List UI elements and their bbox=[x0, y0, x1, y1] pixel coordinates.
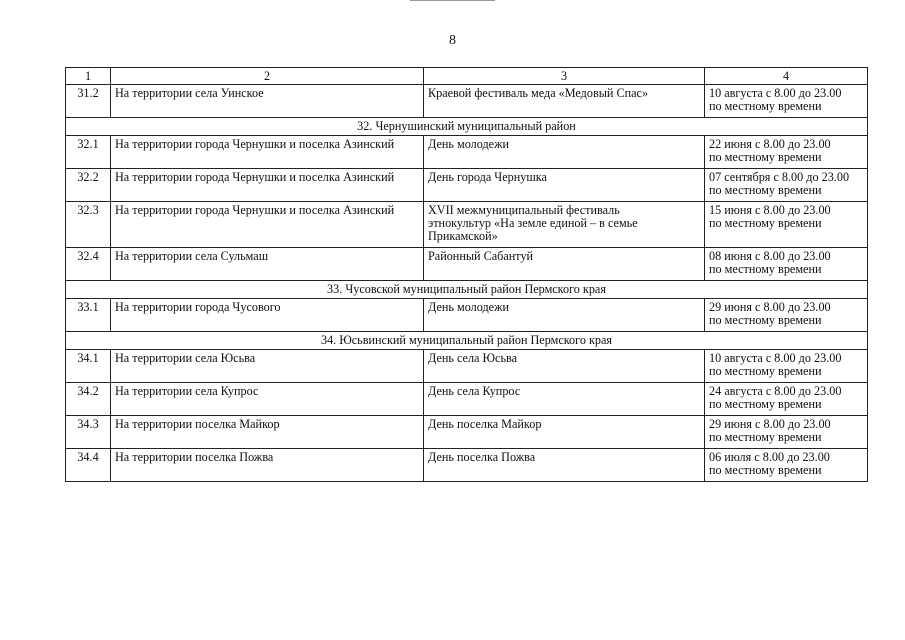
event-line: День поселка Майкор bbox=[428, 417, 542, 431]
event-cell bbox=[424, 85, 705, 118]
time-line: 29 июня с 8.00 до 23.00 bbox=[709, 300, 831, 314]
event-line: День молодежи bbox=[428, 137, 510, 151]
table-row bbox=[66, 248, 868, 281]
time-line: 24 августа с 8.00 до 23.00 bbox=[709, 384, 842, 398]
place-cell: На территории города Чернушки и поселка Азинский bbox=[111, 169, 424, 202]
table-row bbox=[66, 383, 868, 416]
row-number: 31.2 bbox=[66, 85, 111, 118]
time-line: 15 июня с 8.00 до 23.00 bbox=[709, 203, 831, 217]
top-rule bbox=[410, 0, 495, 1]
time-cell bbox=[705, 350, 868, 383]
table-row bbox=[66, 416, 868, 449]
table-row bbox=[66, 350, 868, 383]
event-cell bbox=[424, 248, 705, 281]
time-line: по местному времени bbox=[709, 463, 822, 477]
place-cell: На территории поселка Пожва bbox=[111, 449, 424, 482]
event-cell bbox=[424, 299, 705, 332]
place-cell: На территории города Чусового bbox=[111, 299, 424, 332]
table-row bbox=[66, 202, 868, 248]
time-line: по местному времени bbox=[709, 430, 822, 444]
place-cell: На территории села Купрос bbox=[111, 383, 424, 416]
time-line: по местному времени bbox=[709, 150, 822, 164]
time-cell bbox=[705, 169, 868, 202]
place-cell: На территории села Сульмаш bbox=[111, 248, 424, 281]
table-row bbox=[66, 136, 868, 169]
time-line: 07 сентября с 8.00 до 23.00 bbox=[709, 170, 850, 184]
row-number: 32.4 bbox=[66, 248, 111, 281]
section-row bbox=[66, 281, 868, 299]
event-cell bbox=[424, 350, 705, 383]
time-line: 10 августа с 8.00 до 23.00 bbox=[709, 351, 842, 365]
events-table bbox=[65, 67, 868, 482]
row-number: 34.3 bbox=[66, 416, 111, 449]
time-line: по местному времени bbox=[709, 99, 822, 113]
place-cell: На территории города Чернушки и поселка Азинский bbox=[111, 202, 424, 248]
section-row bbox=[66, 118, 868, 136]
place-cell: На территории поселка Майкор bbox=[111, 416, 424, 449]
time-line: по местному времени bbox=[709, 262, 822, 276]
event-cell bbox=[424, 202, 705, 248]
time-cell bbox=[705, 202, 868, 248]
time-cell bbox=[705, 85, 868, 118]
time-cell bbox=[705, 383, 868, 416]
time-line: 22 июня с 8.00 до 23.00 bbox=[709, 137, 831, 151]
place-cell: На территории села Уинское bbox=[111, 85, 424, 118]
row-number: 34.2 bbox=[66, 383, 111, 416]
row-number: 34.4 bbox=[66, 449, 111, 482]
time-line: по местному времени bbox=[709, 313, 822, 327]
event-line: День села Купрос bbox=[428, 384, 521, 398]
table-row bbox=[66, 85, 868, 118]
time-line: 10 августа с 8.00 до 23.00 bbox=[709, 86, 842, 100]
section-title: 33. Чусовской муниципальный район Пермского края bbox=[66, 281, 868, 299]
time-line: 08 июня с 8.00 до 23.00 bbox=[709, 249, 831, 263]
row-number: 32.2 bbox=[66, 169, 111, 202]
time-cell bbox=[705, 416, 868, 449]
event-line: Районный Сабантуй bbox=[428, 249, 534, 263]
place-cell: На территории села Юсьва bbox=[111, 350, 424, 383]
header-row bbox=[66, 68, 868, 85]
event-line: этнокультур «На земле единой – в семье bbox=[428, 216, 638, 230]
page-number: 8 bbox=[449, 33, 456, 48]
event-cell bbox=[424, 383, 705, 416]
event-cell bbox=[424, 416, 705, 449]
table-row bbox=[66, 299, 868, 332]
event-line: День села Юсьва bbox=[428, 351, 518, 365]
time-line: по местному времени bbox=[709, 183, 822, 197]
time-cell bbox=[705, 248, 868, 281]
event-line: Прикамской» bbox=[428, 229, 498, 243]
row-number: 32.3 bbox=[66, 202, 111, 248]
event-line: Краевой фестиваль меда «Медовый Спас» bbox=[428, 86, 649, 100]
event-cell bbox=[424, 136, 705, 169]
time-line: по местному времени bbox=[709, 364, 822, 378]
event-cell bbox=[424, 169, 705, 202]
header-cell-4: 4 bbox=[705, 68, 868, 85]
time-line: по местному времени bbox=[709, 216, 822, 230]
row-number: 33.1 bbox=[66, 299, 111, 332]
section-title: 32. Чернушинский муниципальный район bbox=[66, 118, 868, 136]
table-row bbox=[66, 449, 868, 482]
header-cell-1: 1 bbox=[66, 68, 111, 85]
section-row bbox=[66, 332, 868, 350]
section-title: 34. Юсьвинский муниципальный район Пермского края bbox=[66, 332, 868, 350]
row-number: 32.1 bbox=[66, 136, 111, 169]
time-line: 06 июля с 8.00 до 23.00 bbox=[709, 450, 830, 464]
time-line: по местному времени bbox=[709, 397, 822, 411]
place-cell: На территории города Чернушки и поселка Азинский bbox=[111, 136, 424, 169]
row-number: 34.1 bbox=[66, 350, 111, 383]
event-line: День поселка Пожва bbox=[428, 450, 536, 464]
header-cell-3: 3 bbox=[424, 68, 705, 85]
time-cell bbox=[705, 136, 868, 169]
time-cell bbox=[705, 449, 868, 482]
event-cell bbox=[424, 449, 705, 482]
event-line: XVII межмуниципальный фестиваль bbox=[428, 203, 620, 217]
header-cell-2: 2 bbox=[111, 68, 424, 85]
time-cell bbox=[705, 299, 868, 332]
event-line: День города Чернушка bbox=[428, 170, 547, 184]
table-row bbox=[66, 169, 868, 202]
time-line: 29 июня с 8.00 до 23.00 bbox=[709, 417, 831, 431]
event-line: День молодежи bbox=[428, 300, 510, 314]
